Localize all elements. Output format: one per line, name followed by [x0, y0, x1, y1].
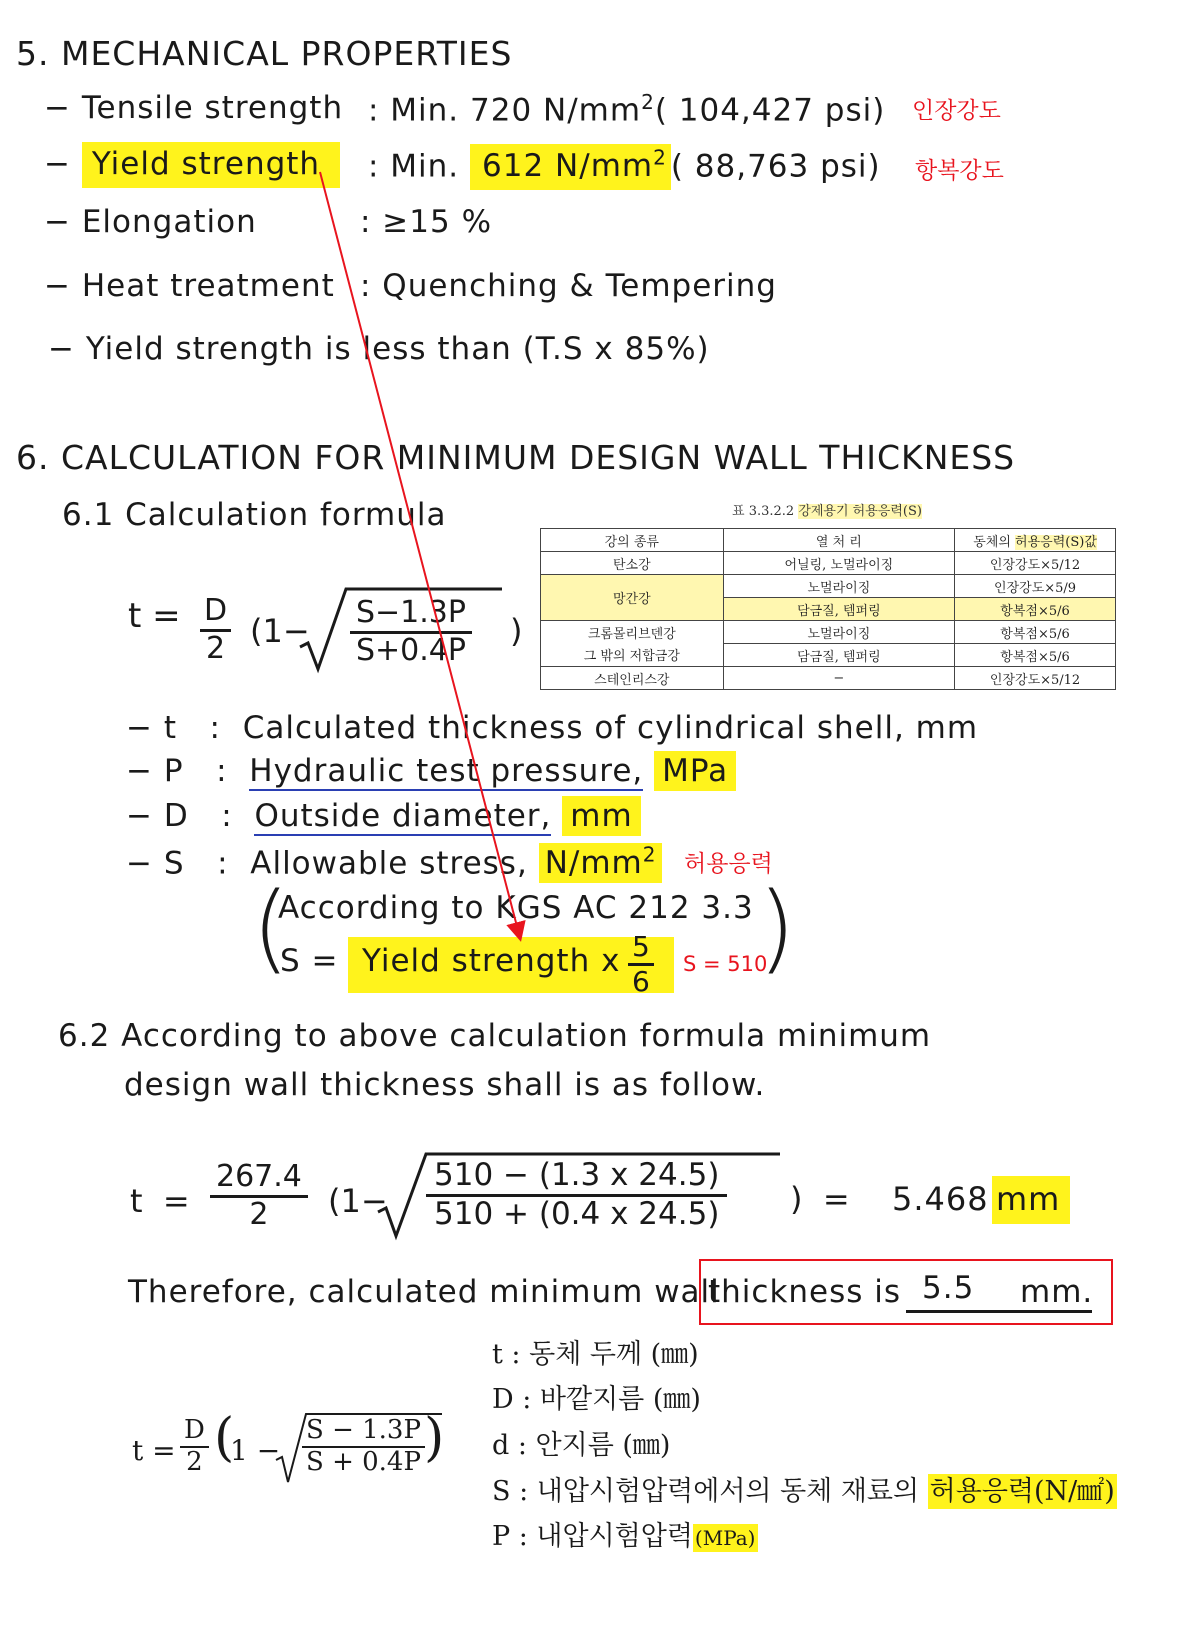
- s-fraction: $\frac{5}{6}$: [628, 931, 654, 998]
- paren-close: ): [758, 872, 796, 984]
- section6-heading: 6. CALCULATION FOR MINIMUM DESIGN WALL THICKNESS: [16, 438, 1016, 477]
- elongation-value: : ≥15 %: [360, 204, 493, 240]
- kr-paren-open: (: [214, 1408, 235, 1468]
- calc-open: (1−: [328, 1182, 388, 1220]
- tensile-note: 인장강도: [912, 98, 1001, 124]
- tensile-label: Tensile strength: [81, 90, 344, 126]
- def-p: − P : Hydraulic test pressure, MPa: [126, 753, 736, 789]
- boxed-value: 5.5: [922, 1270, 975, 1306]
- tensile-value: : Min. 720 $N/mm^2$( 104,427 psi): [368, 90, 886, 129]
- heat-row: − Heat treatment: [44, 268, 335, 304]
- kr-def-S: S : 내압시험압력에서의 동체 재료의 허용응력(N/㎟): [492, 1476, 1115, 1507]
- formula-d-over-2: $\frac{D}{2}$: [200, 594, 231, 666]
- table-header: 강의 종류: [541, 529, 724, 552]
- def-s: − S : Allowable stress, $N/mm^2$: [126, 843, 662, 881]
- boxed-text: thickness is: [708, 1274, 902, 1310]
- formula-english: t =: [128, 596, 181, 636]
- paren-open: (: [252, 872, 290, 984]
- s-eq: S =: [280, 943, 339, 979]
- according-line: According to KGS AC 212 3.3: [278, 890, 754, 926]
- calc-fraction: $\frac{510 - (1.3 x 24.5)}{510 + (0.4 x 24.5)}$: [426, 1158, 727, 1232]
- def-t: − t : Calculated thickness of cylindrical shell, mm: [126, 710, 979, 746]
- kr-paren-close: ): [424, 1408, 445, 1468]
- table-row: 망간강 노멀라이징 인장강도×5/9: [541, 575, 1116, 598]
- tensile-row: − Tensile strength: [44, 90, 344, 126]
- calc-unit: mm: [992, 1176, 1070, 1224]
- ts-note-row: − Yield strength is less than (T.S x 85%): [48, 331, 710, 367]
- formula-close: ): [510, 612, 523, 650]
- calc-d-fraction: $\frac{267.4}{2}$: [210, 1160, 308, 1232]
- sub2-line1: 6.2 According to above calculation formula minimum: [58, 1018, 932, 1054]
- table-title: 표 3.3.2.2 강제용기 허용응력(S): [732, 504, 922, 519]
- boxed-unit: mm.: [1020, 1274, 1094, 1310]
- sub1-heading: 6.1 Calculation formula: [62, 497, 447, 533]
- calc-t: t =: [130, 1182, 190, 1220]
- calc-result: 5.468: [892, 1180, 989, 1218]
- therefore-text: Therefore, calculated minimum wall: [128, 1274, 720, 1310]
- yield-note: 항복강도: [915, 158, 1004, 184]
- yield-row: − Yield strength: [44, 146, 340, 182]
- table-row: 담금질, 템퍼링 항복점×5/6: [541, 598, 1116, 621]
- table-header: 동체의 허용응력(S)값: [955, 529, 1116, 552]
- kr-formula-fraction: $\frac{S - 1.3P}{S + 0.4P}$: [302, 1416, 425, 1478]
- s-yield: Yield strength x: [362, 943, 621, 979]
- kr-def-t: t : 동체 두께 (㎜): [492, 1339, 699, 1370]
- elongation-row: − Elongation: [44, 204, 257, 240]
- table-header: 열 처 리: [723, 529, 954, 552]
- kr-formula-one: 1 −: [230, 1434, 281, 1467]
- yield-value: : Min. 612 $N/mm^2$ ( 88,763 psi): [368, 146, 881, 184]
- kr-def-P: P : 내압시험압력 (MPa): [492, 1521, 756, 1552]
- yield-label: Yield strength: [82, 142, 340, 188]
- def-d: − D : Outside diameter, mm: [126, 798, 641, 834]
- kr-def-d: d : 안지름 (㎜): [492, 1430, 671, 1461]
- heat-value: : Quenching & Tempering: [360, 268, 777, 304]
- s-value-note: S = 510: [683, 952, 768, 976]
- table-row: 스테인리스강 − 인장강도×5/12: [541, 667, 1116, 690]
- kr-formula-t: t =: [132, 1434, 176, 1467]
- table-row: 크롬몰리브덴강 노멀라이징 항복점×5/6: [541, 621, 1116, 644]
- kr-formula-d2: $\frac{D}{2}$: [180, 1416, 209, 1478]
- kr-def-D: D : 바깥지름 (㎜): [492, 1384, 701, 1415]
- sub2-line2: design wall thickness shall is as follow.: [124, 1067, 766, 1103]
- section5-heading: 5. MECHANICAL PROPERTIES: [16, 34, 513, 73]
- formula-fraction: $\frac{S-1.3P}{S+0.4P}$: [350, 596, 472, 668]
- def-s-note: 허용응력: [684, 851, 773, 877]
- calc-close: ) =: [790, 1180, 850, 1218]
- table-row: 그 밖의 저합금강 담금질, 템퍼링 항복점×5/6: [541, 644, 1116, 667]
- table-row: 탄소강 어닐링, 노멀라이징 인장강도×5/12: [541, 552, 1116, 575]
- formula-open: (1−: [250, 612, 310, 650]
